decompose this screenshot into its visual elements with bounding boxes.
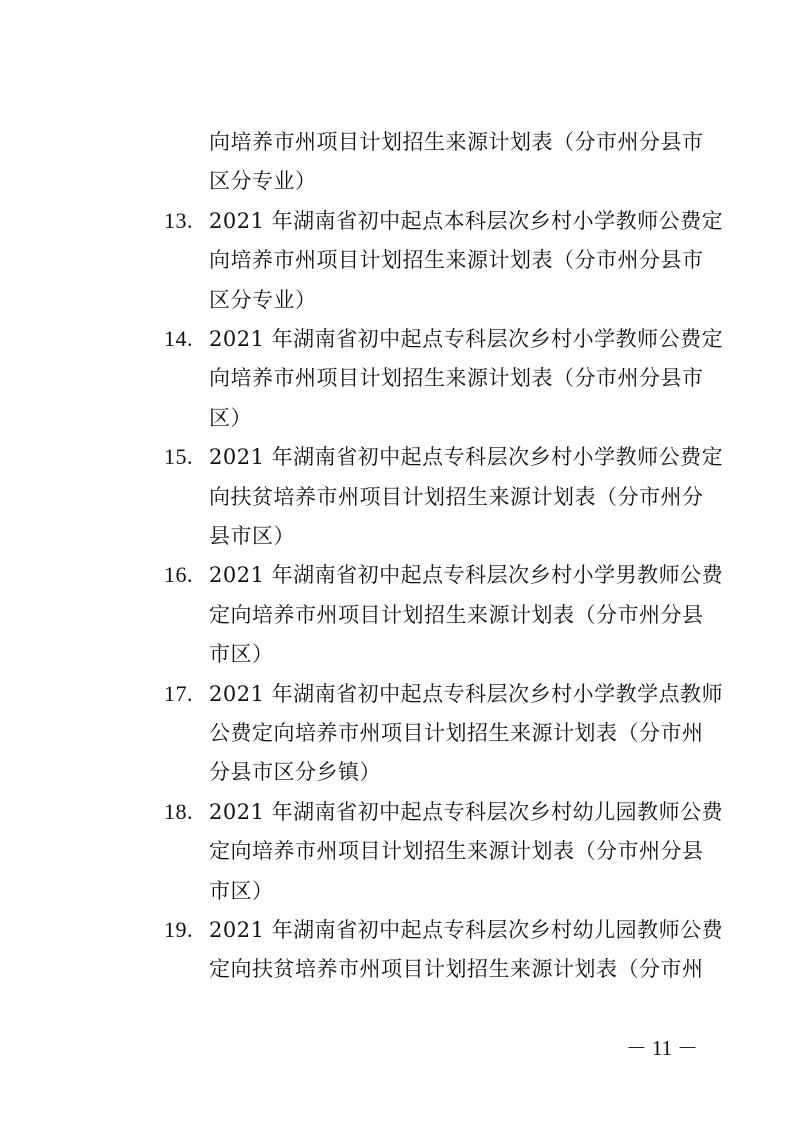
list-item-text: 向扶贫培养市州项目计划招生来源计划表（分市州分 xyxy=(209,484,704,509)
list-item-text: 市区） xyxy=(209,878,274,903)
page-number-dash-left: － xyxy=(626,1036,647,1060)
list-item-text: 区） xyxy=(209,405,252,430)
list-item-number: 17. xyxy=(164,680,193,706)
list-item-text: 向培养市州项目计划招生来源计划表（分市州分县市 xyxy=(209,248,704,273)
list-item-number: 13. xyxy=(164,207,193,233)
list-item-text: 分县市区分乡镇） xyxy=(209,760,381,785)
list-item-text: 向培养市州项目计划招生来源计划表（分市州分县市 xyxy=(209,366,704,391)
list-item-text: 2021 年湖南省初中起点专科层次乡村幼儿园教师公费 xyxy=(209,799,724,824)
list-item-number: 15. xyxy=(164,444,193,470)
list-item-text: 区分专业） xyxy=(209,287,317,312)
list-item-text: 县市区） xyxy=(209,524,295,548)
list-item-text: 2021 年湖南省初中起点专科层次乡村小学男教师公费 xyxy=(209,563,724,588)
list-item-text: 定向培养市州项目计划招生来源计划表（分市州分县 xyxy=(209,839,704,864)
list-item-text: 定向培养市州项目计划招生来源计划表（分市州分县 xyxy=(209,602,704,627)
list-item-text: 市区） xyxy=(209,642,274,667)
list-item-number: 14. xyxy=(164,326,193,351)
list-item-number: 16. xyxy=(164,562,193,588)
list-item-text: 2021 年湖南省初中起点专科层次乡村小学教师公费定 xyxy=(209,327,724,351)
list-item-text: 区分专业） xyxy=(209,169,317,194)
page-number-dash-right: － xyxy=(676,1036,698,1060)
list-item-text: 2021 年湖南省初中起点专科层次乡村小学教学点教师 xyxy=(209,681,724,706)
list-item-text: 2021 年湖南省初中起点本科层次乡村小学教师公费定 xyxy=(209,208,724,233)
page-number xyxy=(626,1034,698,1062)
list-item-text: 定向扶贫培养市州项目计划招生来源计划表（分市州 xyxy=(209,957,704,982)
list-item-text: 向培养市州项目计划招生来源计划表（分市州分县市 xyxy=(209,130,704,154)
list-item-text: 2021 年湖南省初中起点专科层次乡村小学教师公费定 xyxy=(209,445,724,470)
list-item-number: 18. xyxy=(164,798,193,824)
page-number-value: 11 xyxy=(651,1036,673,1060)
list-item-text: 公费定向培养市州项目计划招生来源计划表（分市州 xyxy=(209,721,704,745)
list-item-number: 19. xyxy=(164,917,193,942)
list-item-text: 2021 年湖南省初中起点专科层次乡村幼儿园教师公费 xyxy=(209,918,724,942)
